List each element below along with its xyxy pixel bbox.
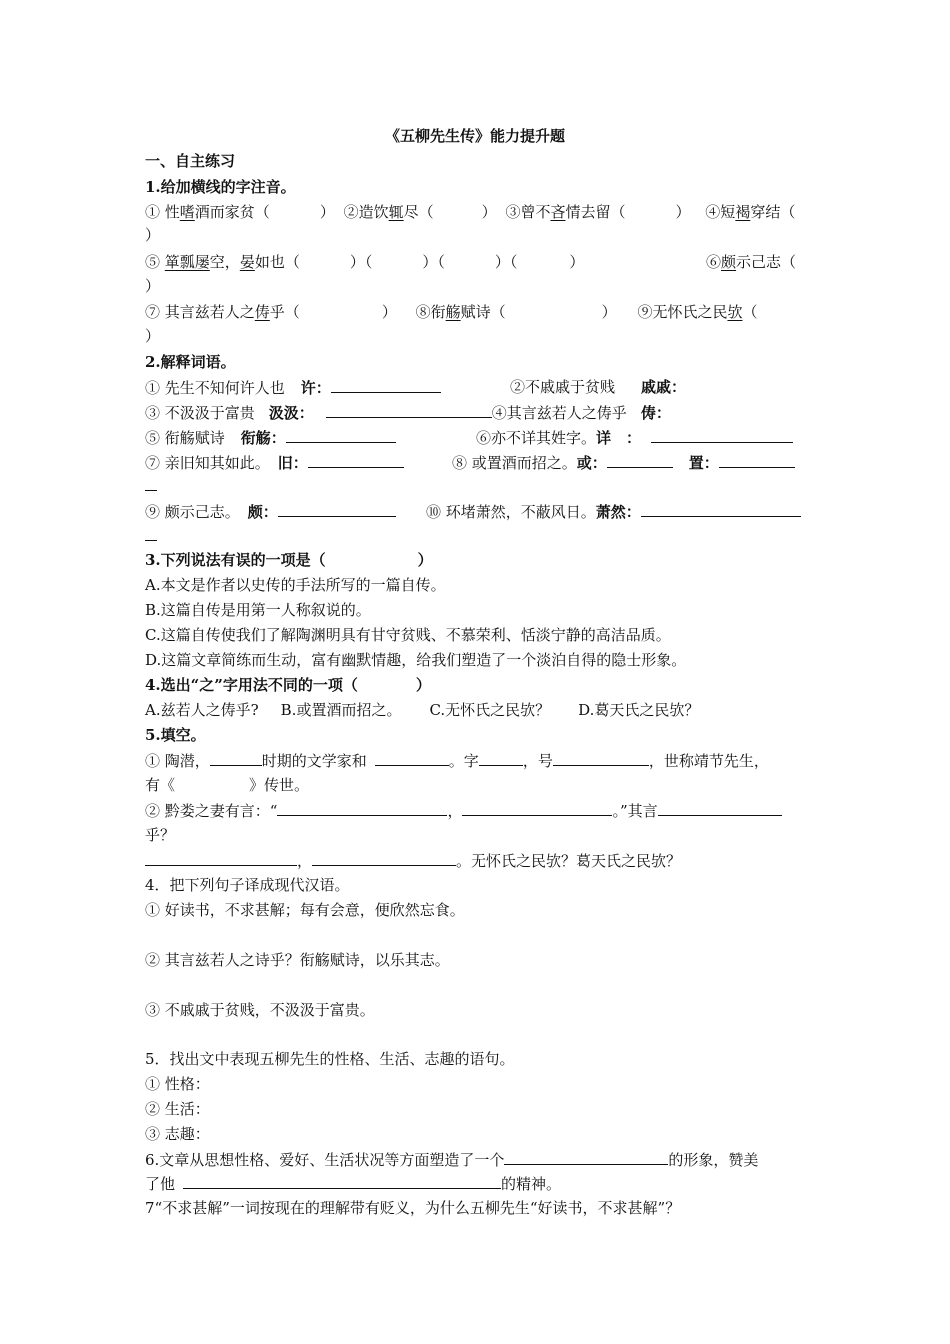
q1-row-2-cont: ） [145, 277, 161, 295]
answer-blank[interactable] [308, 452, 404, 468]
q2-item-8: ⑧ 或置酒而招之。或： 置： [452, 452, 795, 473]
answer-blank[interactable] [658, 800, 782, 816]
answer-blank[interactable] [145, 850, 297, 866]
page-title: 《五柳先生传》能力提升题 [384, 127, 565, 145]
find-item-personality: ① 性格： [145, 1075, 210, 1093]
q2-item-9: ⑨ 颇示己志。 颇： [145, 501, 396, 522]
q5-line-4: 乎？ [145, 826, 176, 844]
answer-blank[interactable] [331, 377, 441, 393]
answer-blank[interactable] [607, 452, 673, 468]
q5-line-3: ② 黔娄之妻有言：“ ， 。”其言 [145, 800, 782, 821]
q5-line-2: 有《 》传世。 [145, 776, 310, 794]
answer-blank[interactable] [277, 800, 447, 816]
q1-row-1: ① 性嗜酒而家贫（ ） ②造饮辄尽（ ） ③曾不吝情去留（ ） ④短褐穿结（ [145, 203, 796, 221]
q2-item-7: ⑦ 亲旧知其如此。 旧： [145, 452, 404, 473]
answer-blank[interactable] [210, 750, 262, 766]
answer-blank[interactable] [479, 750, 523, 766]
answer-blank[interactable] [719, 452, 795, 468]
translation-sentence-3: ③ 不戚戚于贫贱，不汲汲于富贵。 [145, 1001, 375, 1019]
answer-blank[interactable] [641, 501, 801, 517]
q2-item-2: ②不戚戚于贫贱 戚戚： [510, 378, 687, 396]
answer-blank[interactable] [504, 1149, 668, 1165]
q1-row-2: ⑤ 箪瓢屡空，晏如也（ ）（ ）（ ）（ ） [145, 253, 585, 271]
answer-blank[interactable] [462, 800, 612, 816]
question-1-heading: 1.给加横线的字注音。 [145, 178, 296, 196]
translation-sentence-2: ② 其言兹若人之诗乎？衔觞赋诗，以乐其志。 [145, 951, 450, 969]
question-2-heading: 2.解释词语。 [145, 353, 236, 371]
question-3-heading: 3.下列说法有误的一项是（ ） [145, 551, 433, 569]
q1-row-3: ⑦ 其言兹若人之俦乎（ ） ⑧衔觞赋诗（ ） ⑨无怀氏之民欤（ [145, 303, 758, 321]
q3-option-a: A.本文是作者以史传的手法所写的一篇自传。 [145, 576, 446, 594]
question-6-line-2: 了他 的精神。 [145, 1175, 562, 1193]
find-sentences-heading: 5．找出文中表现五柳先生的性格、生活、志趣的语句。 [145, 1050, 515, 1068]
q2-item-5: ⑤ 衔觞赋诗 衔觞： [145, 427, 396, 448]
translation-sentence-1: ① 好读书，不求甚解；每有会意，便欣然忘食。 [145, 901, 465, 919]
q2-item-3: ③ 不汲汲于富贵 汲汲： ④其言兹若人之俦乎 俦： [145, 404, 671, 422]
answer-blank[interactable] [553, 750, 649, 766]
answer-blank[interactable] [278, 501, 396, 517]
blank-continuation [145, 490, 157, 491]
q4-options: A.兹若人之俦乎? B.或置酒而招之。 C.无怀氏之民欤？ D.葛天氏之民欤？ [145, 701, 700, 719]
answer-blank[interactable] [183, 1173, 501, 1189]
question-5-heading: 5.填空。 [145, 726, 206, 744]
q2-item-6: ⑥亦不详其姓字。详 ： [476, 427, 793, 448]
q5-line-5: ， 。无怀氏之民欤？葛天氏之民欤？ [145, 850, 681, 871]
blank-continuation [145, 540, 157, 541]
answer-blank[interactable] [312, 850, 456, 866]
q2-item-10: ⑩ 环堵萧然，不蔽风日。萧然： [426, 501, 801, 522]
q2-item-1: ① 先生不知何许人也 许： [145, 377, 441, 398]
q1-row-3-cont: ） [145, 327, 161, 345]
section-heading: 一、自主练习 [145, 152, 236, 170]
answer-blank[interactable] [375, 750, 449, 766]
answer-blank[interactable] [651, 427, 793, 443]
question-4-heading: 4.选出“之”字用法不同的一项（ ） [145, 676, 431, 694]
q3-option-b: B.这篇自传是用第一人称叙说的。 [145, 601, 371, 619]
find-item-interest: ③ 志趣： [145, 1125, 210, 1143]
question-6-line-1: 6.文章从思想性格、爱好、生活状况等方面塑造了一个 的形象，赞美 [145, 1151, 759, 1169]
q3-option-d: D.这篇文章简练而生动，富有幽默情趣，给我们塑造了一个淡泊自得的隐士形象。 [145, 651, 687, 669]
q3-option-c: C.这篇自传使我们了解陶渊明具有甘守贫贱、不慕荣利、恬淡宁静的高洁品质。 [145, 626, 671, 644]
question-7: 7“不求甚解”一词按现在的理解带有贬义，为什么五柳先生“好读书，不求甚解”？ [145, 1199, 681, 1217]
find-item-life: ② 生活： [145, 1100, 210, 1118]
answer-blank[interactable] [286, 427, 396, 443]
q5-line-1: ① 陶潜， 时期的文学家和 。字 ，号 ，世称靖节先生， [145, 752, 769, 770]
q1-row-1-cont: ） [145, 226, 161, 244]
answer-blank[interactable] [326, 402, 492, 418]
translation-heading: 4．把下列句子译成现代汉语。 [145, 876, 350, 894]
q1-row-2-item-6: ⑥颇示己志（ [706, 253, 797, 271]
